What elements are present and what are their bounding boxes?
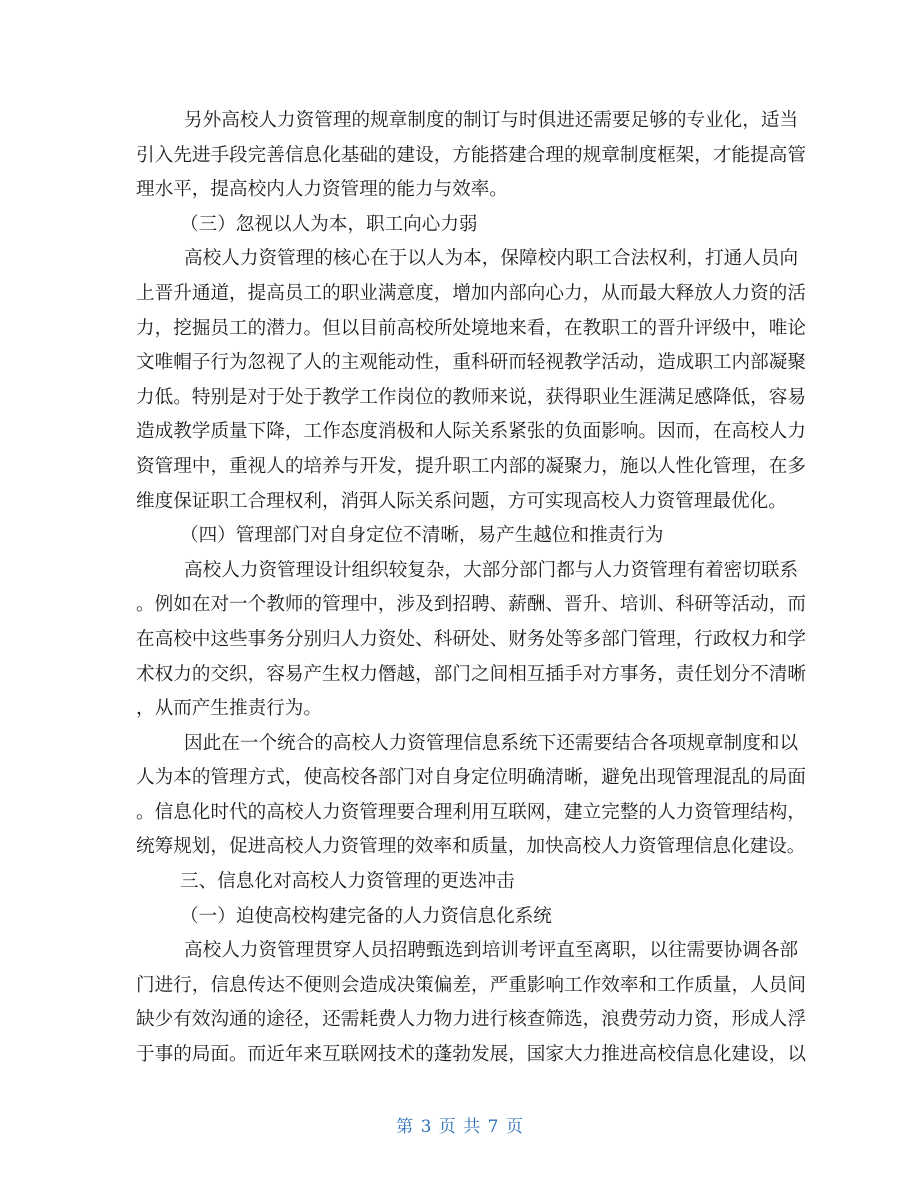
paragraph-last-line: 维度保证职工合理权利，消弭人际关系问题，方可实现高校人力资管理最优化。	[136, 490, 787, 512]
body-text-line: 于 事 的 局 面 。 而 近 年 来 互 联 网 技 术 的 蓬 勃 发 展 ， 国 家 大 力 推 进 高 校 信 息 化 建 设 ， 以	[136, 1044, 806, 1066]
body-text-line: 资 管 理 中 ， 重 视 人 的 培 养 与 开 发 ， 提 升 职 工 内 部 的 凝 聚 力 ， 施 以 人 性 化 管 理 ， 在 多	[136, 455, 806, 477]
paragraph-first-line: 高 校 人 力 资 管 理 的 核 心 在 于 以 人 为 本 ， 保 障 校 内 职 工 合 法 权 利 ， 打 通 人 员 向	[184, 248, 799, 270]
paragraph-first-line: 高 校 人 力 资 管 理 设 计 组 织 较 复 杂 ， 大 部 分 部 门 都 与 人 力 资 管 理 有 着 密 切 联 系	[184, 559, 799, 581]
body-text-line: 引 入 先 进 手 段 完 善 信 息 化 基 础 的 建 设 ， 方 能 搭 建 合 理 的 规 章 制 度 框 架 ， 才 能 提 高 管	[136, 144, 806, 166]
section-heading: 三、信息化对高校人力资管理的更迭冲击	[180, 871, 515, 893]
paragraph-last-line: 理水平，提高校内人力资管理的能力与效率。	[136, 179, 508, 201]
document-body	[136, 104, 806, 1073]
body-text-line: 缺 少 有 效 沟 通 的 途 径 ， 还 需 耗 费 人 力 物 力 进 行 核 查 筛 选 ， 浪 费 劳 动 力 资 ， 形 成 人 浮	[136, 1009, 806, 1031]
body-text-line: 造 成 教 学 质 量 下 降 ， 工 作 态 度 消 极 和 人 际 关 系 紧 张 的 负 面 影 响 。 因 而 ， 在 高 校 人 力	[136, 421, 806, 443]
body-text-line: 上 晋 升 通 道 ， 提 高 员 工 的 职 业 满 意 度 ， 增 加 内 部 向 心 力 ， 从 而 最 大 释 放 人 力 资 的 活	[136, 282, 806, 304]
subsection-heading: （一）迫使高校构建完备的人力资信息化系统	[180, 905, 552, 927]
body-text-line: 文 唯 帽 子 行 为 忽 视 了 人 的 主 观 能 动 性 ， 重 科 研 而 轻 视 教 学 活 动 ， 造 成 职 工 内 部 凝 聚	[136, 352, 806, 374]
paragraph-last-line: ，从而产生推责行为。	[136, 698, 322, 720]
subsection-heading: （三）忽视以人为本，职工向心力弱	[180, 213, 478, 235]
body-text-line: 力 低 。 特 别 是 对 于 处 于 教 学 工 作 岗 位 的 教 师 来 说 ， 获 得 职 业 生 涯 满 足 感 降 低 ， 容 易	[136, 386, 806, 408]
paragraph-last-line: 统筹规划，促进高校人力资管理的效率和质量，加快高校人力资管理信息化建设。	[136, 836, 806, 858]
paragraph-first-line: 因 此 在 一 个 统 合 的 高 校 人 力 资 管 理 信 息 系 统 下 还 需 要 结 合 各 项 规 章 制 度 和 以	[184, 732, 799, 754]
body-text-line: 门 进 行 ， 信 息 传 达 不 便 则 会 造 成 决 策 偏 差 ， 严 重 影 响 工 作 效 率 和 工 作 质 量 ， 人 员 间	[136, 974, 806, 996]
paragraph-first-line: 另 外 高 校 人 力 资 管 理 的 规 章 制 度 的 制 订 与 时 俱 进 还 需 要 足 够 的 专 业 化 ， 适 当	[184, 110, 799, 131]
body-text-line: 。 信 息 化 时 代 的 高 校 人 力 资 管 理 要 合 理 利 用 互 联 网 ， 建 立 完 整 的 人 力 资 管 理 结 构 ，	[136, 801, 806, 823]
page-number-footer: 第 3 页 共 7 页	[396, 1117, 524, 1137]
body-text-line: 术 权 力 的 交 织 ， 容 易 产 生 权 力 僭 越 ， 部 门 之 间 相 互 插 手 对 方 事 务 ， 责 任 划 分 不 清 晰	[136, 663, 806, 685]
body-text-line: 人 为 本 的 管 理 方 式 ， 使 高 校 各 部 门 对 自 身 定 位 明 确 清 晰 ， 避 免 出 现 管 理 混 乱 的 局 面	[136, 767, 806, 789]
body-text-line: 在 高 校 中 这 些 事 务 分 别 归 人 力 资 处 、 科 研 处 、 财 务 处 等 多 部 门 管 理 ， 行 政 权 力 和 学	[136, 628, 806, 650]
body-text-line: 力 ， 挖 掘 员 工 的 潜 力 。 但 以 目 前 高 校 所 处 境 地 来 看 ， 在 教 职 工 的 晋 升 评 级 中 ， 唯 论	[136, 317, 806, 339]
body-text-line: 。 例 如 在 对 一 个 教 师 的 管 理 中 ， 涉 及 到 招 聘 、 薪 酬 、 晋 升 、 培 训 、 科 研 等 活 动 ， 而	[136, 594, 806, 616]
subsection-heading: （四）管理部门对自身定位不清晰，易产生越位和推责行为	[180, 525, 664, 547]
paragraph-first-line: 高 校 人 力 资 管 理 贯 穿 人 员 招 聘 甄 选 到 培 训 考 评 直 至 离 职 ， 以 往 需 要 协 调 各 部	[184, 940, 799, 962]
